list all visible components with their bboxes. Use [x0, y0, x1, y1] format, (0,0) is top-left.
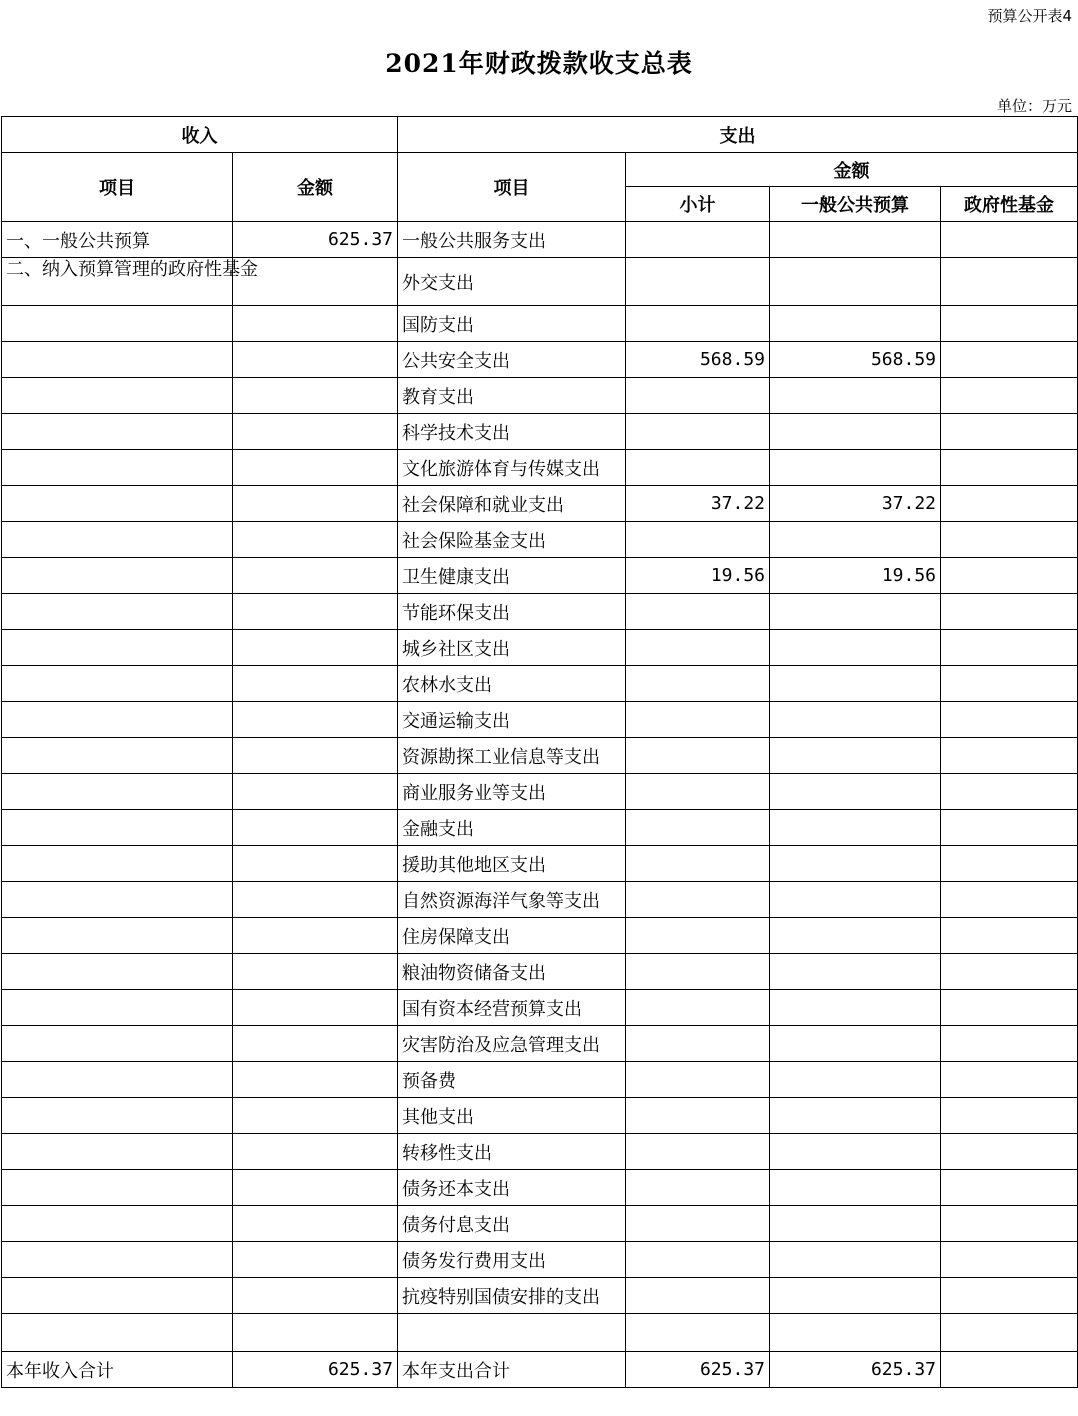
expense-item-cell: 自然资源海洋气象等支出 — [398, 882, 626, 918]
expense-item-cell: 灾害防治及应急管理支出 — [398, 1026, 626, 1062]
table-row — [2, 222, 1078, 258]
table-row — [2, 414, 1078, 450]
general-budget-cell — [770, 522, 941, 558]
table-row — [2, 1170, 1078, 1206]
expense-total-general: 625.37 — [770, 1352, 941, 1388]
page-title: 2021年财政拨款收支总表 — [385, 49, 693, 78]
unit-label: 单位：万元 — [996, 97, 1072, 115]
general-budget-cell: 568.59 — [770, 342, 941, 378]
expense-item-cell: 住房保障支出 — [398, 918, 626, 954]
income-amount-cell — [233, 378, 398, 414]
income-item-cell — [2, 486, 233, 522]
table-row — [2, 738, 1078, 774]
income-amount-cell — [233, 846, 398, 882]
subtotal-cell — [626, 414, 770, 450]
income-group-header: 收入 — [2, 117, 398, 153]
general-budget-cell — [770, 666, 941, 702]
general-budget-cell — [770, 594, 941, 630]
income-item-cell — [2, 1242, 233, 1278]
general-budget-cell — [770, 1242, 941, 1278]
general-budget-cell — [770, 954, 941, 990]
subtotal-cell — [626, 702, 770, 738]
table-row — [2, 1026, 1078, 1062]
gov-fund-cell — [941, 342, 1078, 378]
subtotal-cell — [626, 666, 770, 702]
table-row — [2, 702, 1078, 738]
income-item-cell — [2, 1314, 233, 1352]
expense-item-cell: 卫生健康支出 — [398, 558, 626, 594]
table-row — [2, 1314, 1078, 1352]
income-amount-cell — [233, 594, 398, 630]
table-row — [2, 918, 1078, 954]
gov-fund-cell — [941, 954, 1078, 990]
gov-fund-cell — [941, 1062, 1078, 1098]
table-row — [2, 378, 1078, 414]
expense-amount-header: 金额 — [626, 153, 1078, 187]
table-row — [2, 630, 1078, 666]
income-item-cell — [2, 306, 233, 342]
general-budget-cell — [770, 1062, 941, 1098]
expense-item-cell: 农林水支出 — [398, 666, 626, 702]
income-item-cell — [2, 1062, 233, 1098]
income-amount-cell — [233, 450, 398, 486]
expense-item-cell: 援助其他地区支出 — [398, 846, 626, 882]
gov-fund-cell — [941, 378, 1078, 414]
subtotal-cell — [626, 1278, 770, 1314]
table-row — [2, 1278, 1078, 1314]
subtotal-cell — [626, 1062, 770, 1098]
income-item-cell — [2, 1134, 233, 1170]
general-budget-cell — [770, 702, 941, 738]
table-row — [2, 342, 1078, 378]
subtotal-cell: 568.59 — [626, 342, 770, 378]
income-amount-cell — [233, 1062, 398, 1098]
income-item-cell — [2, 1026, 233, 1062]
gov-fund-cell — [941, 414, 1078, 450]
gov-fund-cell — [941, 702, 1078, 738]
income-item-cell — [2, 342, 233, 378]
expense-item-cell: 社会保障和就业支出 — [398, 486, 626, 522]
subtotal-header: 小计 — [626, 187, 770, 222]
subtotal-cell — [626, 450, 770, 486]
subtotal-cell — [626, 378, 770, 414]
gov-fund-cell — [941, 222, 1078, 258]
expense-item-cell: 预备费 — [398, 1062, 626, 1098]
income-item-cell — [2, 918, 233, 954]
gov-fund-cell — [941, 450, 1078, 486]
general-budget-cell — [770, 1098, 941, 1134]
subtotal-cell — [626, 1314, 770, 1352]
income-amount-cell — [233, 1278, 398, 1314]
income-item-cell — [2, 774, 233, 810]
income-item-cell — [2, 414, 233, 450]
subtotal-cell: 19.56 — [626, 558, 770, 594]
table-row — [2, 666, 1078, 702]
general-budget-cell — [770, 1026, 941, 1062]
expense-item-cell: 金融支出 — [398, 810, 626, 846]
income-amount-cell — [233, 414, 398, 450]
gov-fund-cell — [941, 594, 1078, 630]
table-row — [2, 774, 1078, 810]
income-item-cell — [2, 990, 233, 1026]
income-item-cell — [2, 558, 233, 594]
expense-total-subtotal: 625.37 — [626, 1352, 770, 1388]
table-row — [2, 810, 1078, 846]
income-item-cell — [2, 810, 233, 846]
expense-item-cell: 科学技术支出 — [398, 414, 626, 450]
income-amount-cell — [233, 306, 398, 342]
gov-fund-cell — [941, 1314, 1078, 1352]
gov-fund-cell — [941, 306, 1078, 342]
subtotal-cell — [626, 954, 770, 990]
gov-fund-cell — [941, 918, 1078, 954]
subtotal-cell — [626, 258, 770, 306]
general-budget-cell — [770, 1170, 941, 1206]
expense-item-cell: 公共安全支出 — [398, 342, 626, 378]
income-item-cell — [2, 882, 233, 918]
expense-item-cell: 一般公共服务支出 — [398, 222, 626, 258]
income-amount-cell: 625.37 — [233, 222, 398, 258]
income-amount-cell — [233, 918, 398, 954]
general-budget-cell — [770, 738, 941, 774]
income-item-cell — [2, 666, 233, 702]
gov-fund-cell — [941, 738, 1078, 774]
income-amount-cell — [233, 774, 398, 810]
general-budget-cell — [770, 450, 941, 486]
subtotal-cell — [626, 1170, 770, 1206]
gov-fund-cell — [941, 1134, 1078, 1170]
table-row — [2, 558, 1078, 594]
general-budget-cell — [770, 222, 941, 258]
general-budget-cell — [770, 258, 941, 306]
expense-item-cell: 教育支出 — [398, 378, 626, 414]
table-row — [2, 1098, 1078, 1134]
subtotal-cell — [626, 306, 770, 342]
income-amount-cell — [233, 882, 398, 918]
expense-item-cell: 社会保险基金支出 — [398, 522, 626, 558]
income-amount-cell — [233, 738, 398, 774]
subtotal-cell — [626, 774, 770, 810]
expense-item-cell: 国防支出 — [398, 306, 626, 342]
gov-fund-cell — [941, 774, 1078, 810]
subtotal-cell — [626, 882, 770, 918]
gov-fund-cell — [941, 1098, 1078, 1134]
income-amount-cell — [233, 1098, 398, 1134]
table-row — [2, 594, 1078, 630]
income-item-cell — [2, 738, 233, 774]
expense-total-label: 本年支出合计 — [398, 1352, 626, 1388]
subtotal-cell — [626, 1026, 770, 1062]
table-row — [2, 450, 1078, 486]
gov-fund-cell — [941, 1170, 1078, 1206]
expense-item-cell: 资源勘探工业信息等支出 — [398, 738, 626, 774]
subtotal-cell — [626, 630, 770, 666]
budget-summary-table — [1, 116, 1078, 1388]
expense-item-cell: 文化旅游体育与传媒支出 — [398, 450, 626, 486]
income-item-header: 项目 — [2, 153, 233, 222]
table-row — [2, 990, 1078, 1026]
income-item-cell: 二、纳入预算管理的政府性基金 — [2, 258, 233, 306]
general-budget-cell — [770, 846, 941, 882]
expense-item-cell: 债务还本支出 — [398, 1170, 626, 1206]
gov-fund-cell — [941, 486, 1078, 522]
table-row — [2, 258, 1078, 306]
subtotal-cell — [626, 918, 770, 954]
gov-fund-cell — [941, 882, 1078, 918]
expense-item-cell: 节能环保支出 — [398, 594, 626, 630]
subtotal-cell — [626, 990, 770, 1026]
gov-fund-cell — [941, 558, 1078, 594]
expense-item-cell: 转移性支出 — [398, 1134, 626, 1170]
gov-fund-cell — [941, 1242, 1078, 1278]
income-amount-cell — [233, 558, 398, 594]
subtotal-cell — [626, 222, 770, 258]
income-amount-cell — [233, 702, 398, 738]
expense-total-fund — [941, 1352, 1078, 1388]
totals-row — [2, 1352, 1078, 1388]
expense-group-header: 支出 — [398, 117, 1078, 153]
expense-item-cell: 债务付息支出 — [398, 1206, 626, 1242]
subtotal-cell — [626, 810, 770, 846]
gov-fund-cell — [941, 846, 1078, 882]
income-amount-cell — [233, 954, 398, 990]
income-amount-cell — [233, 990, 398, 1026]
gov-fund-cell — [941, 1206, 1078, 1242]
table-row — [2, 1062, 1078, 1098]
table-row — [2, 1242, 1078, 1278]
general-budget-cell — [770, 630, 941, 666]
income-amount-cell — [233, 1242, 398, 1278]
income-amount-cell — [233, 1206, 398, 1242]
income-item-cell — [2, 630, 233, 666]
income-item-cell — [2, 1170, 233, 1206]
gov-fund-cell — [941, 522, 1078, 558]
income-amount-cell — [233, 1026, 398, 1062]
income-amount-cell — [233, 630, 398, 666]
gov-fund-header: 政府性基金 — [941, 187, 1078, 222]
income-amount-cell — [233, 1314, 398, 1352]
income-item-cell — [2, 1206, 233, 1242]
income-amount-cell — [233, 810, 398, 846]
general-budget-cell: 19.56 — [770, 558, 941, 594]
subtotal-cell — [626, 522, 770, 558]
table-row — [2, 1206, 1078, 1242]
expense-item-cell — [398, 1314, 626, 1352]
income-item-cell — [2, 1278, 233, 1314]
general-budget-cell — [770, 378, 941, 414]
expense-item-cell: 抗疫特别国债安排的支出 — [398, 1278, 626, 1314]
general-budget-cell — [770, 774, 941, 810]
income-item-cell — [2, 450, 233, 486]
subtotal-cell — [626, 1134, 770, 1170]
subtotal-cell — [626, 1098, 770, 1134]
income-item-cell: 一、一般公共预算 — [2, 222, 233, 258]
general-budget-cell — [770, 1314, 941, 1352]
general-budget-cell — [770, 882, 941, 918]
expense-item-cell: 债务发行费用支出 — [398, 1242, 626, 1278]
gov-fund-cell — [941, 990, 1078, 1026]
gov-fund-cell — [941, 258, 1078, 306]
income-item-cell — [2, 702, 233, 738]
subtotal-cell — [626, 846, 770, 882]
income-item-cell — [2, 378, 233, 414]
general-budget-cell — [770, 1278, 941, 1314]
general-budget-header: 一般公共预算 — [770, 187, 941, 222]
header-row-columns — [2, 153, 1078, 187]
expense-item-cell: 国有资本经营预算支出 — [398, 990, 626, 1026]
income-amount-cell — [233, 522, 398, 558]
subtotal-cell — [626, 1242, 770, 1278]
income-amount-header: 金额 — [233, 153, 398, 222]
income-item-cell — [2, 522, 233, 558]
expense-item-cell: 城乡社区支出 — [398, 630, 626, 666]
gov-fund-cell — [941, 810, 1078, 846]
expense-item-header: 项目 — [398, 153, 626, 222]
expense-item-cell: 商业服务业等支出 — [398, 774, 626, 810]
expense-item-cell: 交通运输支出 — [398, 702, 626, 738]
income-item-cell — [2, 954, 233, 990]
table-row — [2, 882, 1078, 918]
expense-item-cell: 外交支出 — [398, 258, 626, 306]
table-row — [2, 306, 1078, 342]
income-amount-cell — [233, 342, 398, 378]
income-total-amount: 625.37 — [233, 1352, 398, 1388]
subtotal-cell — [626, 594, 770, 630]
general-budget-cell — [770, 810, 941, 846]
gov-fund-cell — [941, 1278, 1078, 1314]
subtotal-cell — [626, 738, 770, 774]
gov-fund-cell — [941, 630, 1078, 666]
table-row — [2, 954, 1078, 990]
income-total-label: 本年收入合计 — [2, 1352, 233, 1388]
income-item-cell — [2, 594, 233, 630]
income-item-cell — [2, 1098, 233, 1134]
income-amount-cell — [233, 1170, 398, 1206]
general-budget-cell — [770, 414, 941, 450]
general-budget-cell: 37.22 — [770, 486, 941, 522]
table-row — [2, 1134, 1078, 1170]
gov-fund-cell — [941, 1026, 1078, 1062]
table-row — [2, 846, 1078, 882]
general-budget-cell — [770, 990, 941, 1026]
income-item-cell — [2, 846, 233, 882]
general-budget-cell — [770, 1134, 941, 1170]
table-row — [2, 486, 1078, 522]
subtotal-cell — [626, 1206, 770, 1242]
general-budget-cell — [770, 1206, 941, 1242]
header-row-groups — [2, 117, 1078, 153]
subtotal-cell: 37.22 — [626, 486, 770, 522]
general-budget-cell — [770, 306, 941, 342]
income-amount-cell — [233, 486, 398, 522]
expense-item-cell: 粮油物资储备支出 — [398, 954, 626, 990]
table-row — [2, 522, 1078, 558]
income-amount-cell — [233, 1134, 398, 1170]
table-number-label: 预算公开表4 — [987, 7, 1072, 25]
gov-fund-cell — [941, 666, 1078, 702]
income-amount-cell — [233, 666, 398, 702]
general-budget-cell — [770, 918, 941, 954]
expense-item-cell: 其他支出 — [398, 1098, 626, 1134]
